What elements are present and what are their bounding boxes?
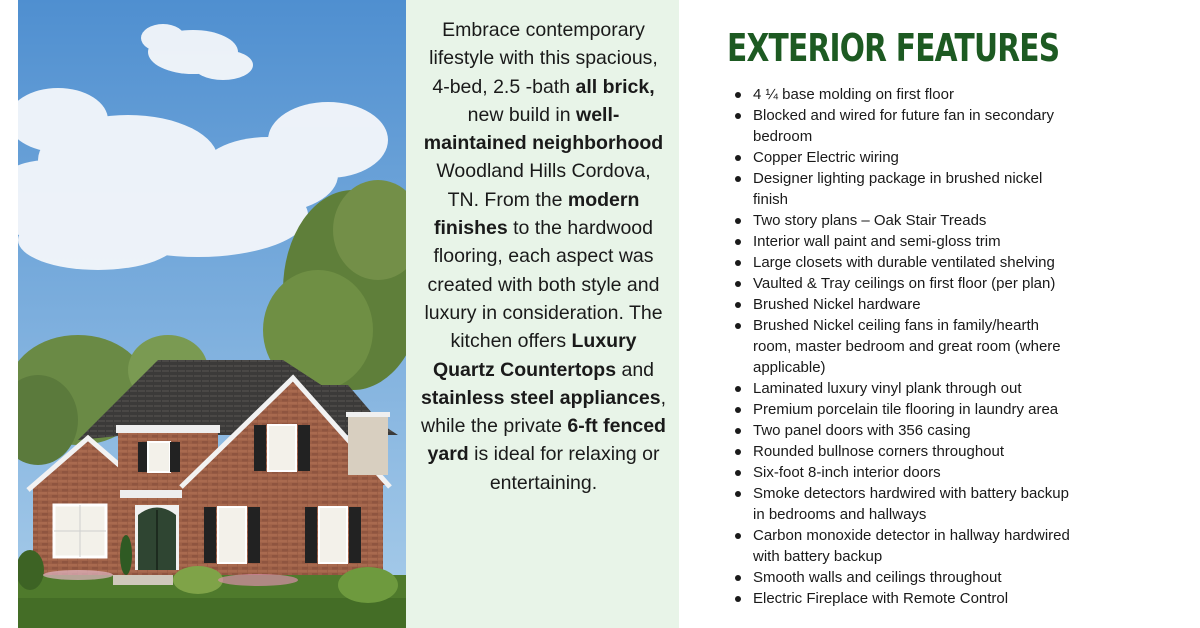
bullet-icon bbox=[735, 281, 741, 287]
feature-item bbox=[753, 231, 1167, 252]
description-text: Embrace contemporary lifestyle with this spacious, bbox=[429, 19, 658, 70]
feature-text: Brushed Nickel ceiling fans in family/hearth room, master bedroom and great room (where applicable) bbox=[753, 317, 1061, 376]
feature-text: 4 ¼ base molding on first floor bbox=[753, 86, 954, 103]
bullet-icon bbox=[735, 323, 741, 329]
feature-text: Two story plans – Oak Stair Treads bbox=[753, 212, 987, 229]
feature-text: Electric Fireplace with Remote Control bbox=[753, 590, 1009, 607]
description-text: 4-bed, 2.5 -bath bbox=[432, 75, 576, 98]
feature-item bbox=[753, 588, 1167, 609]
description-highlight: all brick, bbox=[575, 75, 655, 98]
feature-text: Premium porcelain tile flooring in laundry area bbox=[753, 401, 1059, 418]
bullet-icon bbox=[735, 470, 741, 476]
feature-text: Copper Electric wiring bbox=[753, 149, 899, 166]
description-text: new build in bbox=[467, 103, 577, 126]
bullet-icon bbox=[735, 302, 741, 308]
features-list bbox=[727, 84, 1167, 609]
features-title: EXTERIOR FEATURES bbox=[727, 26, 1060, 70]
feature-text: Interior wall paint and semi-gloss trim bbox=[753, 233, 1001, 250]
description-paragraph bbox=[420, 16, 667, 497]
feature-item bbox=[753, 378, 1167, 399]
house-rendering-image bbox=[18, 0, 406, 628]
feature-item bbox=[753, 483, 1167, 525]
feature-item bbox=[753, 168, 1167, 210]
bullet-icon bbox=[735, 449, 741, 455]
bullet-icon bbox=[735, 155, 741, 161]
bullet-icon bbox=[735, 533, 741, 539]
description-text: and bbox=[616, 358, 655, 381]
feature-item bbox=[753, 252, 1167, 273]
feature-text: Designer lighting package in brushed nickel finish bbox=[753, 170, 1043, 208]
feature-item bbox=[753, 420, 1167, 441]
description-highlight: well-maintained neighborhood bbox=[423, 103, 664, 155]
bullet-icon bbox=[735, 92, 741, 98]
feature-item bbox=[753, 567, 1167, 588]
bullet-icon bbox=[735, 407, 741, 413]
feature-item bbox=[753, 105, 1167, 147]
bullet-icon bbox=[735, 491, 741, 497]
description-text: to the hardwood flooring, each aspect was created with both style and luxury in consideration. The kitchen offers bbox=[424, 217, 663, 353]
feature-text: Vaulted & Tray ceilings on first floor (per plan) bbox=[753, 275, 1056, 292]
bullet-icon bbox=[735, 218, 741, 224]
bullet-icon bbox=[735, 386, 741, 392]
bullet-icon bbox=[735, 260, 741, 266]
feature-text: Carbon monoxide detector in hallway hardwired with battery backup bbox=[753, 527, 1070, 565]
feature-text: Smoke detectors hardwired with battery backup in bedrooms and hallways bbox=[753, 485, 1069, 523]
bullet-icon bbox=[735, 113, 741, 119]
feature-text: Six-foot 8-inch interior doors bbox=[753, 464, 941, 481]
feature-item bbox=[753, 315, 1167, 378]
feature-text: Rounded bullnose corners throughout bbox=[753, 443, 1005, 460]
feature-text: Smooth walls and ceilings throughout bbox=[753, 569, 1002, 586]
description-highlight: Luxury Quartz Countertops bbox=[432, 330, 637, 381]
feature-item bbox=[753, 462, 1167, 483]
feature-item bbox=[753, 441, 1167, 462]
description-text: Woodland Hills Cordova, TN. From the bbox=[436, 160, 651, 211]
bullet-icon bbox=[735, 596, 741, 602]
description-highlight: 6-ft fenced yard bbox=[427, 415, 666, 466]
feature-text: Brushed Nickel hardware bbox=[753, 296, 921, 313]
description-highlight: modern finishes bbox=[434, 188, 640, 240]
description-highlight: stainless steel appliances bbox=[421, 386, 661, 409]
description-text: is ideal for relaxing or entertaining. bbox=[468, 443, 660, 494]
feature-item bbox=[753, 147, 1167, 168]
bullet-icon bbox=[735, 428, 741, 434]
feature-text: Laminated luxury vinyl plank through out bbox=[753, 380, 1022, 397]
feature-item bbox=[753, 399, 1167, 420]
exterior-features-panel bbox=[727, 22, 1167, 609]
feature-item bbox=[753, 273, 1167, 294]
feature-text: Blocked and wired for future fan in secondary bedroom bbox=[753, 107, 1055, 145]
bullet-icon bbox=[735, 239, 741, 245]
feature-text: Large closets with durable ventilated shelving bbox=[753, 254, 1055, 271]
feature-item bbox=[753, 525, 1167, 567]
bullet-icon bbox=[735, 176, 741, 182]
feature-item bbox=[753, 294, 1167, 315]
feature-item bbox=[753, 210, 1167, 231]
bullet-icon bbox=[735, 575, 741, 581]
feature-text: Two panel doors with 356 casing bbox=[753, 422, 971, 439]
description-text: , while the private bbox=[421, 386, 666, 438]
feature-item bbox=[753, 84, 1167, 105]
property-description bbox=[406, 0, 679, 628]
